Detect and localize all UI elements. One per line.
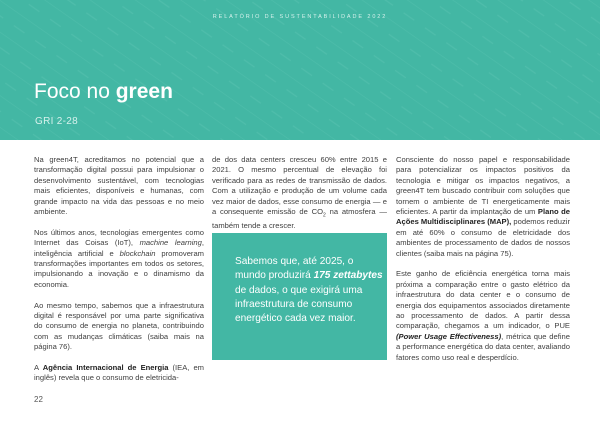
gri-code: GRI 2-28: [35, 116, 78, 127]
highlight-callout: [212, 233, 387, 360]
paragraph: Na green4T, acreditamos no potencial que a transformação digital possui para impulsionar o desenvolvimento sustentável, com tecnologias mais eficientes, disponíveis e humanas, com grande impacto na vida das pessoas e no meio ambiente.: [34, 155, 204, 217]
text-column-2: [212, 155, 387, 242]
callout-highlight: 175 zettabytes: [313, 270, 383, 282]
page-number: 22: [34, 395, 43, 404]
paragraph: A Agência Internacional de Energia (IEA, em inglês) revela que o consumo de eletricida-: [34, 363, 204, 383]
paragraph: Consciente do nosso papel e responsabilidade para potencializar os impactos positivos da tecnologia e mitigar os impactos negativos, a green4T tem buscado contribuir com soluções que tornem o ambiente de TI energeticamente mais eficientes. A partir da implantação de um Plano de Ações Multidisciplinares (MAP), podemos reduzir em até 60% o consumo de eletricidade dos ambientes de processamento de dados de nossos clientes (saiba mais na página 75).: [396, 155, 571, 258]
hero-banner: [0, 0, 600, 140]
paragraph: Ao mesmo tempo, sabemos que a infraestrutura digital é responsável por uma parte significativa do consumo de energia no planeta, contribuindo com as mudanças climáticas (saiba mais na página 76).: [34, 300, 204, 352]
page-title-bold: green: [115, 80, 173, 103]
paragraph: Este ganho de eficiência energética torna mais próxima a comparação entre o gasto elétrico da infraestrutura do data center e o consumo de energia dos equipamentos associados diretamente ao processamento de dados. A partir dessa comparação, chegamos a um indicador, o PUE (Power Usage Effectiveness), métrica que define a performance energética do data center, avaliando fatores como uso real e desperdício.: [396, 269, 571, 362]
paragraph: de dos data centers cresceu 60% entre 2015 e 2021. O mesmo percentual de elevação foi verificado para as redes de transmissão de dados. Com a utilização e produção de um volume cada vez maior de dados, esse consumo de energia — e a consequente emissão de $CO_2$ na atmosfera — também tende a crescer.: [212, 155, 387, 230]
page-title-regular: Foco no: [34, 80, 116, 103]
paragraph: Nos últimos anos, tecnologias emergentes como Internet das Coisas (IoT), machine learning, inteligência artificial e blockchain promoveram transformações importantes em todos os setores, impulsionando a inovação e o dinamismo da economia.: [34, 227, 205, 289]
page-title: [34, 80, 173, 104]
hero-background-pattern: [0, 0, 600, 140]
callout-text: Sabemos que, até 2025, o mundo produzirá 175 zettabytes de dados, o que exigirá uma infraestrutura de consumo energético cada vez maior.: [235, 256, 383, 325]
report-header: RELATÓRIO DE SUSTENTABILIDADE 2022: [212, 14, 388, 20]
text-column-3: [396, 155, 570, 374]
text-column-1: [34, 155, 204, 394]
